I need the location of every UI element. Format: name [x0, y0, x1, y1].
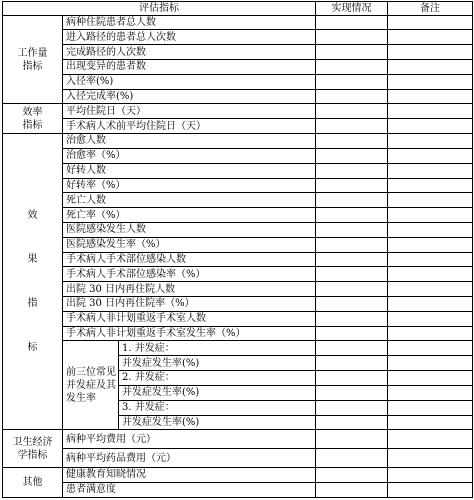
remarks-cell[interactable]: [388, 89, 473, 104]
cell-text: 健康教育知晓情况: [66, 469, 146, 481]
table-row: [3, 430, 473, 449]
header-indicator: [3, 2, 316, 16]
status-cell[interactable]: [316, 134, 388, 149]
remarks-cell[interactable]: [388, 222, 473, 237]
cell-text: 医院感染发生人数: [66, 224, 146, 236]
cell-text: 平均住院日（天）: [66, 105, 146, 117]
indicator-cell: [63, 119, 316, 134]
remarks-cell[interactable]: [388, 371, 473, 386]
indicator-cell: [63, 148, 316, 163]
status-cell[interactable]: [316, 430, 388, 449]
remarks-cell[interactable]: [388, 134, 473, 149]
category-economic: [3, 430, 63, 468]
indicator-cell: [63, 74, 316, 89]
status-cell[interactable]: [316, 400, 388, 415]
indicator-cell: [63, 467, 316, 482]
table-row: [3, 193, 473, 208]
status-cell[interactable]: [316, 385, 388, 400]
table-row: [3, 326, 473, 341]
indicator-cell: [63, 482, 316, 497]
remarks-cell[interactable]: [388, 30, 473, 45]
status-cell[interactable]: [316, 341, 388, 356]
table-row: [3, 237, 473, 252]
cell-text: 完成路径的人次数: [66, 46, 146, 58]
status-cell[interactable]: [316, 148, 388, 163]
remarks-cell[interactable]: [388, 482, 473, 497]
remarks-cell[interactable]: [388, 15, 473, 30]
complication-cell: [119, 415, 316, 430]
complication-cell: [119, 371, 316, 386]
remarks-cell[interactable]: [388, 104, 473, 119]
indicator-cell: [63, 89, 316, 104]
remarks-cell[interactable]: [388, 356, 473, 371]
cell-text: 出院 30 日内再住院率（%）: [66, 298, 195, 310]
table-row: [3, 282, 473, 297]
status-cell[interactable]: [316, 30, 388, 45]
cell-text: 实现情况: [331, 2, 372, 14]
remarks-cell[interactable]: [388, 467, 473, 482]
cell-text: 前三位常见并发症及其发生率: [66, 366, 116, 404]
status-cell[interactable]: [316, 74, 388, 89]
evaluation-table: [2, 1, 473, 498]
cell-text: 好转率（%）: [66, 179, 126, 191]
category-char: 果: [27, 253, 38, 265]
indicator-cell: [63, 15, 316, 30]
remarks-cell[interactable]: [388, 119, 473, 134]
table-row: [3, 60, 473, 75]
remarks-cell[interactable]: [388, 74, 473, 89]
table-row: [3, 148, 473, 163]
indicator-cell: [63, 60, 316, 75]
table-row: [3, 297, 473, 312]
cell-text: 死亡人数: [66, 194, 106, 206]
remarks-cell[interactable]: [388, 341, 473, 356]
remarks-cell[interactable]: [388, 430, 473, 449]
indicator-cell: [63, 30, 316, 45]
status-cell[interactable]: [316, 415, 388, 430]
indicator-cell: [63, 267, 316, 282]
status-cell[interactable]: [316, 356, 388, 371]
remarks-cell[interactable]: [388, 178, 473, 193]
header-remarks: [388, 2, 473, 16]
status-cell[interactable]: [316, 208, 388, 223]
category-char: 标: [27, 341, 38, 353]
table-row: [3, 252, 473, 267]
status-cell[interactable]: [316, 15, 388, 30]
category-char: 指: [27, 297, 38, 309]
cell-text: 治愈率（%）: [66, 150, 126, 162]
header-row: [3, 2, 473, 16]
status-cell[interactable]: [316, 326, 388, 341]
indicator-cell: [63, 163, 316, 178]
remarks-cell[interactable]: [388, 449, 473, 468]
cell-text: 2. 并发症：: [122, 372, 175, 384]
cell-text: 患者满意度: [66, 484, 116, 496]
status-cell[interactable]: [316, 104, 388, 119]
indicator-cell: [63, 282, 316, 297]
table-row: [3, 30, 473, 45]
category-other: [3, 467, 63, 497]
cell-text: 1. 并发症：: [122, 342, 175, 354]
table-row: [3, 178, 473, 193]
header-status: [316, 2, 388, 16]
status-cell[interactable]: [316, 163, 388, 178]
status-cell[interactable]: [316, 60, 388, 75]
table-row: [3, 482, 473, 497]
category-label: 其他: [22, 476, 43, 488]
category-label: 工作量 指标: [17, 47, 48, 72]
remarks-cell[interactable]: [388, 415, 473, 430]
cell-text: 手术病人术前平均住院日（天）: [66, 120, 206, 132]
cell-text: 医院感染发生率（%）: [66, 239, 166, 251]
indicator-cell: [63, 326, 316, 341]
cell-text: 进入路径的患者总人次数: [66, 31, 176, 43]
remarks-cell[interactable]: [388, 252, 473, 267]
status-cell[interactable]: [316, 89, 388, 104]
status-cell[interactable]: [316, 222, 388, 237]
remarks-cell[interactable]: [388, 282, 473, 297]
cell-text: 死亡率（%）: [66, 209, 126, 221]
status-cell[interactable]: [316, 237, 388, 252]
complication-cell: [119, 385, 316, 400]
indicator-cell: [63, 449, 316, 468]
table-row: [3, 15, 473, 30]
indicator-cell: [63, 237, 316, 252]
table-row: [3, 467, 473, 482]
cell-text: 并发症发生率(%): [122, 387, 200, 399]
cell-text: 3. 并发症：: [122, 402, 175, 414]
cell-text: 出现变异的患者数: [66, 61, 146, 73]
cell-text: 手术病人非计划重返手术室人数: [66, 313, 206, 325]
cell-text: 病种平均药品费用（元）: [66, 452, 176, 464]
indicator-cell: [63, 297, 316, 312]
remarks-cell[interactable]: [388, 237, 473, 252]
category-effect: [3, 134, 63, 430]
table-row: [3, 45, 473, 60]
remarks-cell[interactable]: [388, 385, 473, 400]
indicator-cell: [63, 134, 316, 149]
remarks-cell[interactable]: [388, 45, 473, 60]
table-row: [3, 449, 473, 468]
table-row: [3, 134, 473, 149]
table-row: [3, 104, 473, 119]
category-label: 效率 指标: [22, 106, 43, 131]
status-cell[interactable]: [316, 193, 388, 208]
cell-text: 病种平均费用（元）: [66, 433, 156, 445]
cell-text: 入径率(%): [66, 76, 114, 88]
status-cell[interactable]: [316, 371, 388, 386]
table-row: [3, 89, 473, 104]
table-row: [3, 311, 473, 326]
cell-text: 备注: [420, 2, 441, 14]
status-cell[interactable]: [316, 119, 388, 134]
status-cell[interactable]: [316, 252, 388, 267]
category-efficiency: [3, 104, 63, 134]
indicator-cell: [63, 193, 316, 208]
category-label: 卫生经济 学指标: [12, 436, 53, 461]
status-cell[interactable]: [316, 467, 388, 482]
complications-label: [63, 341, 119, 430]
status-cell[interactable]: [316, 178, 388, 193]
indicator-cell: [63, 45, 316, 60]
table-row: [3, 119, 473, 134]
table-row: [3, 74, 473, 89]
status-cell[interactable]: [316, 267, 388, 282]
remarks-cell[interactable]: [388, 326, 473, 341]
status-cell[interactable]: [316, 449, 388, 468]
remarks-cell[interactable]: [388, 148, 473, 163]
cell-text: 出院 30 日内再住院人数: [66, 283, 176, 295]
table-row: [3, 222, 473, 237]
remarks-cell[interactable]: [388, 267, 473, 282]
indicator-cell: [63, 430, 316, 449]
cell-text: 好转人数: [66, 165, 106, 177]
indicator-cell: [63, 208, 316, 223]
table-row: [3, 267, 473, 282]
cell-text: 治愈人数: [66, 135, 106, 147]
indicator-cell: [63, 104, 316, 119]
remarks-cell[interactable]: [388, 208, 473, 223]
remarks-cell[interactable]: [388, 60, 473, 75]
cell-text: 手术病人手术部位感染率（%）: [66, 268, 206, 280]
category-workload: [3, 15, 63, 104]
table-row: [3, 163, 473, 178]
remarks-cell[interactable]: [388, 311, 473, 326]
status-cell[interactable]: [316, 282, 388, 297]
complication-cell: [119, 356, 316, 371]
indicator-cell: [63, 178, 316, 193]
table-row: [3, 208, 473, 223]
indicator-cell: [63, 222, 316, 237]
cell-text: 手术病人非计划重返手术室发生率（%）: [66, 328, 246, 340]
remarks-cell[interactable]: [388, 297, 473, 312]
cell-text: 手术病人手术部位感染人数: [66, 253, 186, 265]
remarks-cell[interactable]: [388, 193, 473, 208]
status-cell[interactable]: [316, 297, 388, 312]
cell-text: 评估指标: [139, 2, 180, 14]
indicator-cell: [63, 311, 316, 326]
cell-text: 入径完成率(%): [66, 91, 134, 103]
cell-text: 病种住院患者总人数: [66, 16, 156, 28]
category-char: 效: [27, 209, 38, 221]
complication-cell: [119, 341, 316, 356]
complication-cell: [119, 400, 316, 415]
remarks-cell[interactable]: [388, 400, 473, 415]
cell-text: 并发症发生率(%): [122, 357, 200, 369]
table-row: [3, 341, 473, 356]
status-cell[interactable]: [316, 311, 388, 326]
indicator-cell: [63, 252, 316, 267]
remarks-cell[interactable]: [388, 163, 473, 178]
status-cell[interactable]: [316, 45, 388, 60]
cell-text: 并发症发生率(%): [122, 416, 200, 428]
status-cell[interactable]: [316, 482, 388, 497]
